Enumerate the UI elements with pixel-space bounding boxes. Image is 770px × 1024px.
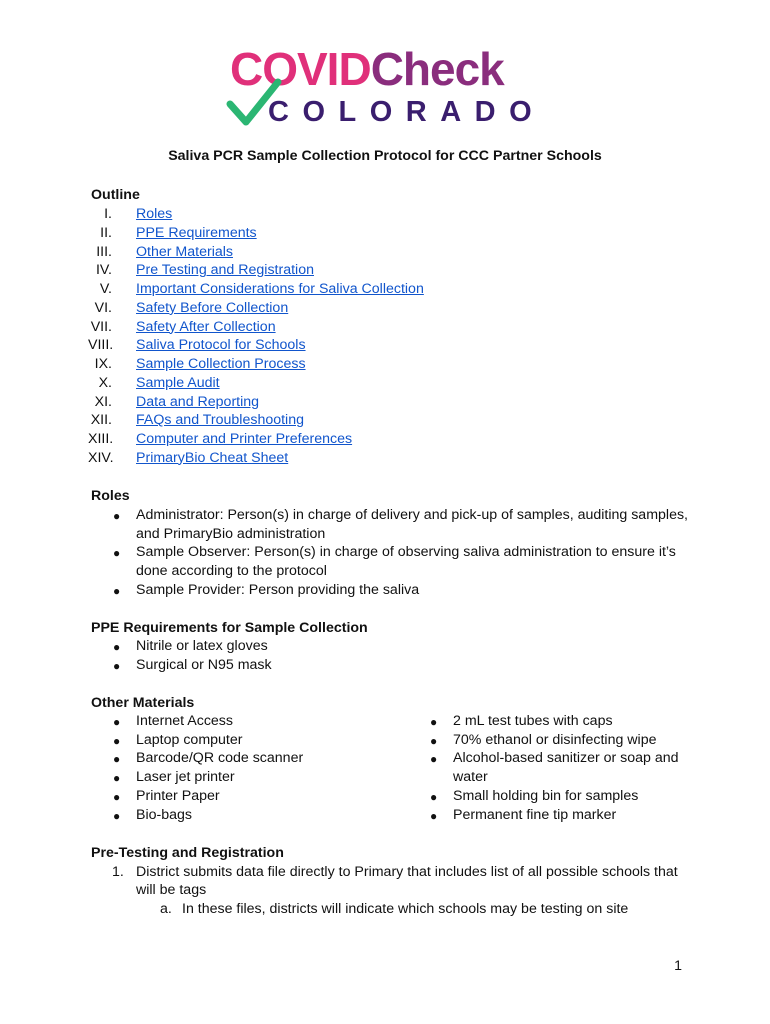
bullet-icon: ●: [430, 790, 438, 804]
outline-link[interactable]: FAQs and Troubleshooting: [136, 412, 304, 429]
material-item: 70% ethanol or disinfecting wipe: [453, 732, 657, 748]
logo-covid-text: COVID: [230, 43, 371, 95]
material-item: Laptop computer: [136, 732, 243, 748]
material-item: 2 mL test tubes with caps: [453, 713, 613, 729]
roles-heading: Roles: [91, 488, 130, 504]
bullet-icon: ●: [113, 715, 121, 729]
role-administrator-cont: and PrimaryBio administration: [136, 526, 326, 542]
outline-link[interactable]: Data and Reporting: [136, 393, 260, 410]
outline-number: VIII.: [88, 337, 114, 354]
bullet-icon: ●: [430, 752, 438, 766]
ppe-heading: PPE Requirements for Sample Collection: [91, 620, 368, 636]
material-item: Alcohol-based sanitizer or soap and: [453, 750, 679, 766]
outline-number: XI.: [94, 393, 112, 410]
outline-number: IX.: [94, 356, 112, 372]
bullet-icon: ●: [113, 546, 121, 560]
logo-colorado-text: COLORADO: [268, 96, 546, 128]
bullet-icon: ●: [113, 771, 121, 785]
outline-number: VI.: [94, 299, 112, 316]
role-sample-observer: Sample Observer: Person(s) in charge of observing saliva administration to ensure it’s: [136, 544, 676, 560]
outline-number: III.: [96, 243, 112, 260]
outline-number: V.: [99, 281, 112, 297]
outline-link[interactable]: PPE Requirements: [136, 224, 257, 241]
bullet-icon: ●: [430, 734, 438, 748]
covidcheck-colorado-logo: [226, 42, 556, 128]
pretesting-step-1-cont: will be tags: [136, 882, 207, 898]
outline-link[interactable]: Saliva Protocol for Schools: [136, 337, 306, 354]
outline-number: I.: [104, 206, 112, 222]
bullet-icon: ●: [113, 752, 121, 766]
material-item: Printer Paper: [136, 788, 220, 804]
outline-link[interactable]: Other Materials: [136, 243, 233, 260]
pretesting-step-1: District submits data file directly to Primary that includes list of all possible schools that: [136, 864, 678, 880]
outline-link[interactable]: Roles: [136, 206, 173, 222]
ppe-item: Nitrile or latex gloves: [136, 638, 268, 654]
material-item: Small holding bin for samples: [453, 788, 639, 804]
outline-number: XII.: [90, 412, 112, 429]
outline-link[interactable]: Safety Before Collection: [136, 299, 289, 316]
page-number: 1: [674, 958, 682, 974]
logo-check-text: Check: [370, 43, 504, 95]
outline-number: IV.: [95, 262, 112, 279]
material-item: Barcode/QR code scanner: [136, 750, 304, 766]
bullet-icon: ●: [113, 640, 121, 654]
bullet-icon: ●: [113, 734, 121, 748]
outline-number: XIV.: [88, 449, 114, 466]
pretesting-substep-a: In these files, districts will indicate which schools may be testing on site: [182, 901, 629, 917]
bullet-icon: ●: [113, 584, 121, 598]
bullet-icon: ●: [113, 509, 121, 523]
material-item-cont: water: [453, 769, 488, 785]
ppe-item: Surgical or N95 mask: [136, 657, 272, 673]
document-title: Saliva PCR Sample Collection Protocol for CCC Partner Schools: [168, 148, 602, 164]
materials-heading: Other Materials: [91, 695, 195, 711]
bullet-icon: ●: [113, 659, 121, 673]
bullet-icon: ●: [430, 809, 438, 823]
outline-number: II.: [100, 224, 112, 241]
outline-link[interactable]: Pre Testing and Registration: [136, 262, 314, 279]
step-number: 1.: [112, 864, 124, 880]
outline-link[interactable]: Important Considerations for Saliva Collection: [136, 281, 424, 297]
pretesting-heading: Pre-Testing and Registration: [91, 845, 284, 861]
outline-link[interactable]: Sample Collection Process: [136, 356, 306, 372]
outline-link[interactable]: Sample Audit: [136, 374, 220, 391]
outline-number: VII.: [90, 318, 112, 335]
role-sample-provider: Sample Provider: Person providing the saliva: [136, 582, 420, 598]
outline-link[interactable]: PrimaryBio Cheat Sheet: [136, 449, 289, 466]
bullet-icon: ●: [113, 790, 121, 804]
outline-link[interactable]: Computer and Printer Preferences: [136, 431, 353, 447]
material-item: Bio-bags: [136, 807, 192, 823]
substep-letter: a.: [160, 901, 172, 917]
material-item: Internet Access: [136, 713, 233, 729]
outline-number: XIII.: [88, 431, 114, 447]
role-administrator: Administrator: Person(s) in charge of delivery and pick-up of samples, auditing samples,: [136, 507, 688, 523]
material-item: Laser jet printer: [136, 769, 235, 785]
material-item: Permanent fine tip marker: [453, 807, 617, 823]
outline-heading: Outline: [91, 187, 140, 203]
outline-link[interactable]: Safety After Collection: [136, 318, 276, 335]
bullet-icon: ●: [430, 715, 438, 729]
outline-number: X.: [98, 374, 112, 391]
bullet-icon: ●: [113, 809, 121, 823]
role-sample-observer-cont: done according to the protocol: [136, 563, 327, 579]
